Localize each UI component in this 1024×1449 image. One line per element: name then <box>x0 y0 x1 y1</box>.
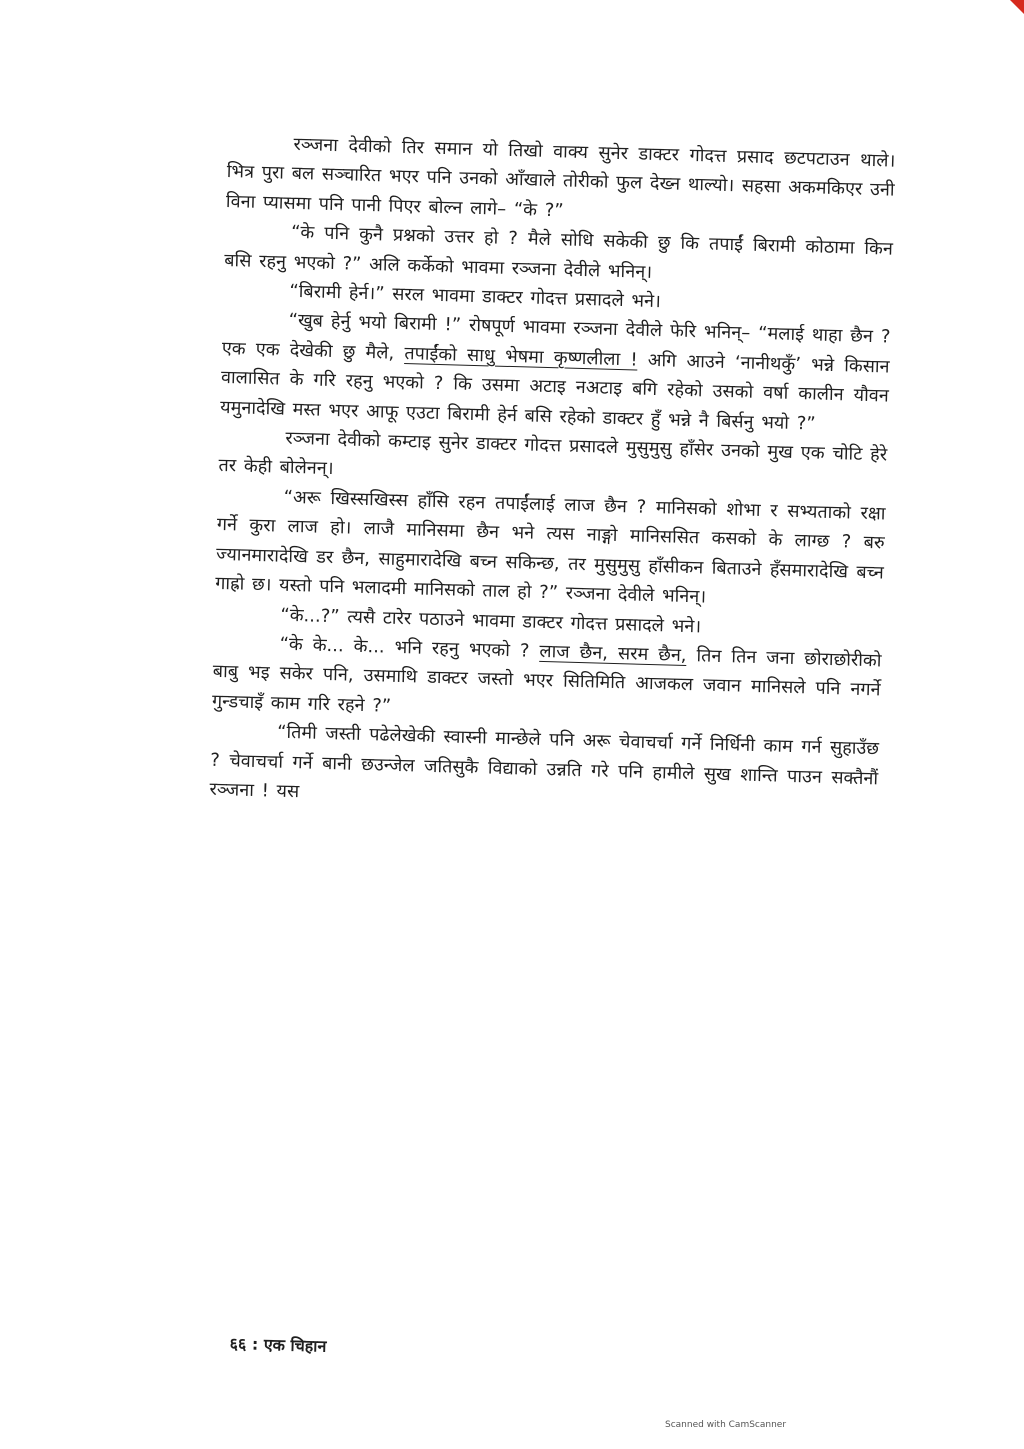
paragraph-9: “तिमी जस्ती पढेलेखेकी स्वास्नी मान्छेले पनि अरू चेवाचर्चा गर्ने निर्धिनी काम गर्न सुहाउँछ ? चेवाचर्चा गर्ने बानी छउन्जेल जतिसुकै विद्याको उन्नति गरे पनि हामीले सुख शान्ति पाउन सक्तैनौं रञ्जना ! यस <box>209 721 880 803</box>
paragraph-3: “बिरामी हेर्न।” सरल भावमा डाक्टर गोदत्त प्रसादले भने। <box>289 280 662 313</box>
paragraph-4 <box>220 304 891 440</box>
paragraph-5: रञ्जना देवीको कम्टाइ सुनेर डाक्टर गोदत्त प्रसादले मुसुमुसु हाँसेर उनको मुख एक चोटि हेरे तर केही बोलेनन्। <box>218 427 888 480</box>
paragraph-7: “के...?” त्यसै टारेर पठाउने भावमा डाक्टर गोदत्त प्रसादले भने। <box>280 604 702 637</box>
paragraph-2: “के पनि कुनै प्रश्नको उत्तर हो ? मैले सोधि सकेकी छु कि तपाईं बिरामी कोठामा किन बसि रहनु भएको ?” अलि कर्केको भावमा रञ्जना देवीले भनिन्। <box>224 222 894 283</box>
page-number-footer: ६६ : एक चिहान <box>229 1333 327 1356</box>
paragraph-4-before: “खुब हेर्नु भयो बिरामी !” रोषपूर्ण भावमा रञ्जना देवीले फेरि भनिन्– “मलाई थाहा छैन ? एक एक देखेकी छु मैले, <box>221 310 891 364</box>
paragraph-8-after: तिन तिन जना छोराछोरीको बाबु भइ सकेर पनि, उसमाथि डाक्टर जस्तो भएर सितिमिति आजकल जवान मानिसले पनि नगर्ने गुन्डचाइँ काम गरि रहने ?” <box>211 644 882 717</box>
paragraph-8-before: “के के... के... भनि रहनु भएको ? <box>279 633 540 662</box>
paragraph-1: रञ्जना देवीको तिर समान यो तिखो वाक्य सुनेर डाक्टर गोदत्त प्रसाद छटपटाउन थाले। भित्र पुरा बल सञ्चारित भएर पनि उनको आँखाले तोरीको फुल देख्न थाल्यो। सहसा अकमकिएर उनी विना प्यासमा पनि पानी पिएर बोल्न लागे– “के ?” <box>225 133 896 222</box>
paragraph-8-underlined: लाज छैन, सरम छैन, <box>539 640 687 666</box>
scanner-watermark: Scanned with CamScanner <box>665 1420 787 1430</box>
paragraph-4-after: अगि आउने ‘नानीथकुँ’ भन्ने किसान वालासित के गरि रहनु भएको ? कि उसमा अटाइ नअटाइ बगि रहेको उसको वर्षा कालीन यौवन यमुनादेखि मस्त भएर आफू एउटा बिरामी हेर्न बसि रहेको डाक्टर हुँ भन्ने नै बिर्सनु भयो ?” <box>219 349 890 435</box>
page-body-text <box>209 128 896 823</box>
red-corner-mark <box>1010 0 1024 14</box>
paragraph-6: “अरू खिस्सखिस्स हाँसि रहन तपाईंलाई लाज छैन ? मानिसको शोभा र सभ्यताको रक्षा गर्ने कुरा लाज हो। लाजै मानिसमा छैन भने त्यस नाङ्गो मानिससित कसको के लाग्छ ? बरु ज्यानमारादेखि डर छैन, साहुमारादेखि बच्न सकिन्छ, तर मुसुमुसु हाँसीकन बिताउने हँसमारादेखि बच्न गाह्रो छ। यस्तो पनि भलादमी मानिसको ताल हो ?” रञ्जना देवीले भनिन्। <box>214 486 886 608</box>
paragraph-4-underlined: तपाईंको साधु भेषमा कृष्णलीला ! <box>404 342 638 371</box>
